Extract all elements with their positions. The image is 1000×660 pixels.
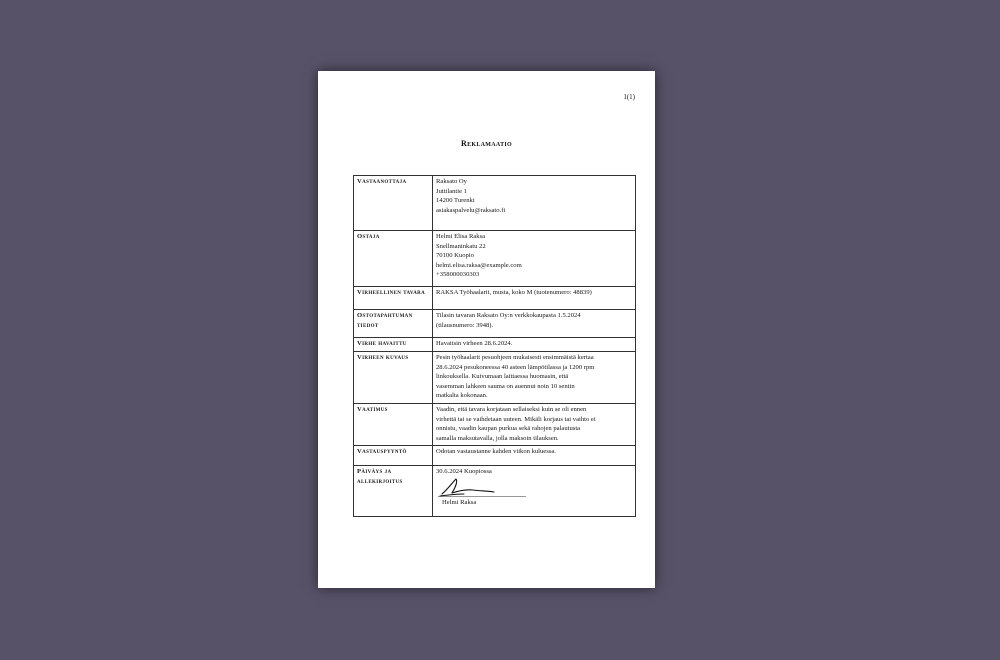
claim-table (353, 175, 636, 517)
content-line: samalla maksutavalla, jolla maksoin tilauksen. (436, 434, 559, 442)
content-line: Tilasin tavaran Raksato Oy:n verkkokaupasta 1.5.2024 (436, 312, 581, 319)
document-title: Reklamaatio (461, 139, 512, 148)
row-content (433, 338, 636, 352)
content-line: virhettä tai se vaihdetaan uuteen. Mikäli korjaus tai vaihto ei (436, 415, 596, 423)
row-label: Päiväys ja allekirjoitus (354, 466, 433, 517)
table-row-buyer (354, 231, 636, 287)
table-row-date-signature (354, 466, 636, 517)
row-label: Virheen kuvaus (354, 352, 433, 404)
content-line: matkalta kokonaan. (436, 392, 488, 400)
row-label: Virheellinen tavara (354, 287, 433, 310)
row-content (433, 466, 636, 517)
row-label: Ostotapahtuman tiedot (354, 310, 433, 338)
content-line: Odotan vastaustanne kahden viikon kuluessa. (436, 448, 556, 456)
content-line: RAKSA Työhaalarit, musta, koko M (tuotenumero: 48839) (436, 289, 592, 296)
table-row-demand (354, 403, 636, 445)
content-line: onnistu, vaadin kaupan purkua sekä rahojen palautusta (436, 425, 581, 433)
row-label: Virhe havaittu (354, 338, 433, 352)
content-line: Helmi Elisa Raksa (436, 233, 486, 240)
row-content (433, 287, 636, 310)
table-row-defect-noticed (354, 338, 636, 352)
content-line: helmi.elisa.raksa@example.com (436, 261, 522, 269)
signature-area (436, 477, 632, 514)
content-line: 70100 Kuopio (436, 252, 474, 260)
content-line: asiakaspalvelu@raksato.fi (436, 206, 506, 214)
table-row-reply-request (354, 446, 636, 466)
row-label: Vastauspyyntö (354, 446, 433, 466)
document-page (318, 71, 655, 588)
table-row-defective-item (354, 287, 636, 310)
content-line: Vaadin, että tavara korjataan sellaiseksi kuin se oli ennen (436, 405, 587, 413)
content-line: Snellmaninkatu 22 (436, 242, 486, 250)
content-line: linkouksella. Kuivumaan laittaessa huomasin, että (436, 373, 569, 381)
row-label: Vastaanottaja (354, 176, 433, 231)
table-row-recipient (354, 176, 636, 231)
row-label: Vaatimus (354, 403, 433, 445)
content-line: Raksato Oy (436, 178, 467, 185)
table-row-purchase-details (354, 310, 636, 338)
row-content (433, 310, 636, 338)
date-place: 30.6.2024 Kuopiossa (436, 468, 492, 476)
signer-name: Helmi Raksa (442, 498, 477, 506)
content-line: Juttilantie 1 (436, 187, 467, 195)
handwritten-signature (436, 477, 531, 499)
row-content (433, 352, 636, 404)
content-line: 28.6.2024 pesukoneessa 40 asteen lämpötilassa ja 1200 rpm (436, 363, 595, 371)
content-line: Havaitsin virheen 28.6.2024. (436, 340, 513, 347)
content-line: Pesin työhaalarit pesuohjeen mukaisesti ensimmäistä kertaa (436, 354, 594, 361)
row-content (433, 403, 636, 445)
row-content (433, 176, 636, 231)
table-row-defect-description (354, 352, 636, 404)
content-line: (tilausnumero: 3948). (436, 321, 494, 329)
row-label: Ostaja (354, 231, 433, 287)
content-line: 14200 Turenki (436, 197, 475, 205)
row-content (433, 446, 636, 466)
page-number: 1(1) (623, 93, 635, 101)
content-line: +358000030303 (436, 271, 480, 279)
content-line: vasemman lahkeen sauma on auennut noin 10 sentin (436, 382, 575, 390)
row-content (433, 231, 636, 287)
